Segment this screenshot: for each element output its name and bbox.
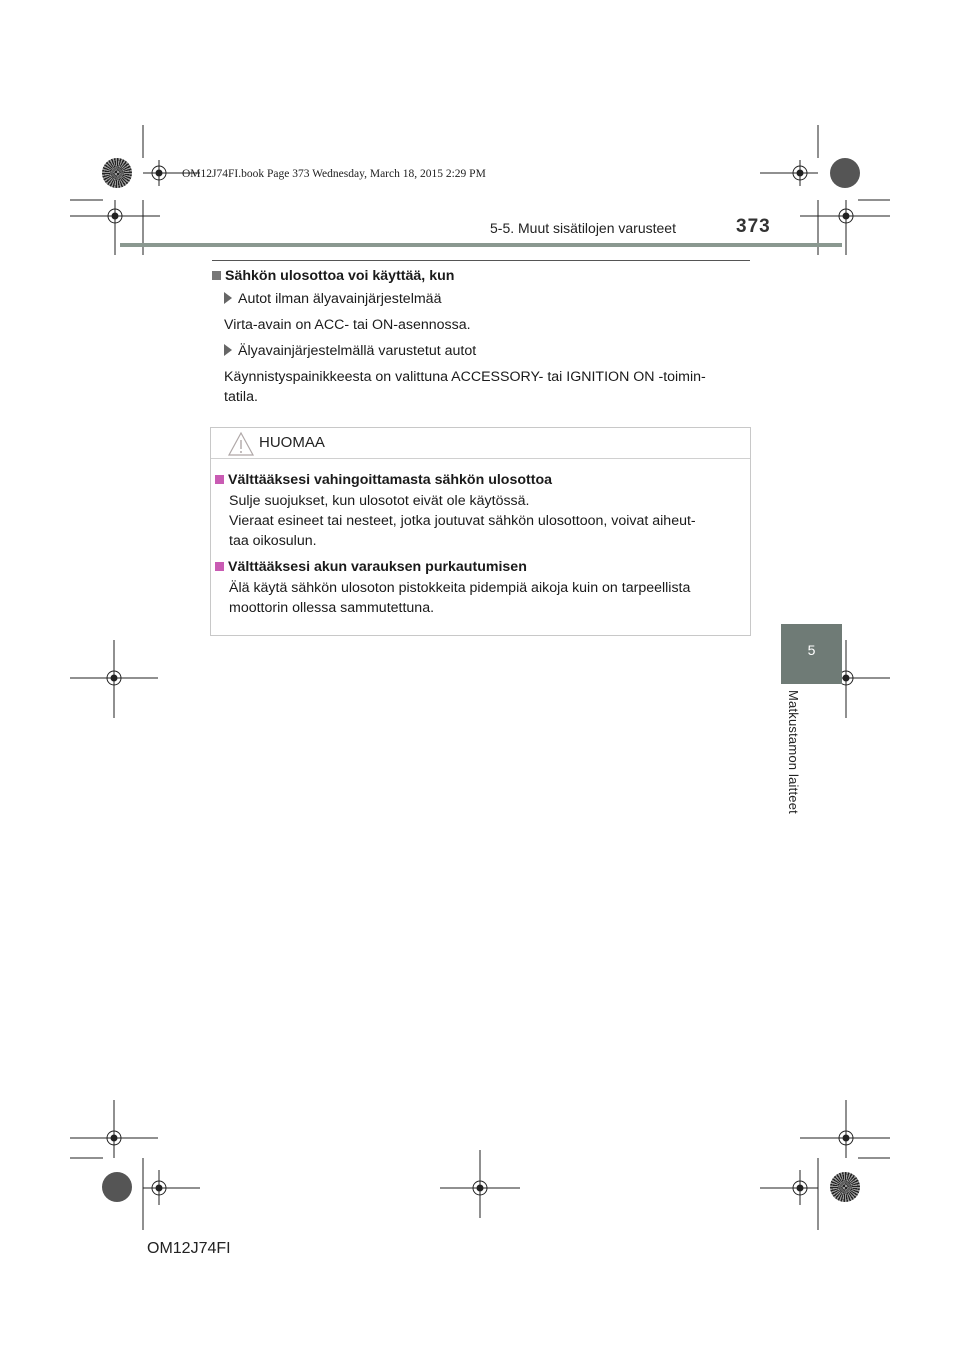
square-bullet-icon — [215, 475, 224, 484]
notice-heading: Välttääksesi vahingoittamasta sähkön ulosottoa — [215, 470, 552, 490]
warning-triangle-icon — [227, 431, 255, 457]
footer-code: OM12J74FI — [147, 1240, 231, 1257]
list-item: Autot ilman älyavainjärjestelmää — [224, 289, 441, 309]
square-bullet-icon — [215, 562, 224, 571]
triangle-bullet-icon — [224, 344, 232, 356]
page-number: 373 — [736, 216, 771, 237]
list-item: Älyavainjärjestelmällä varustetut autot — [224, 341, 476, 361]
square-bullet-icon — [212, 271, 221, 280]
section-header: 5-5. Muut sisätilojen varusteet — [490, 220, 676, 236]
chapter-title: Matkustamon laitteet — [786, 690, 801, 814]
notice-title: HUOMAA — [259, 434, 325, 451]
notice-box — [210, 427, 751, 636]
triangle-bullet-icon — [224, 292, 232, 304]
main-heading: Sähkön ulosottoa voi käyttää, kun — [212, 266, 454, 286]
notice-heading: Välttääksesi akun varauksen purkautumisen — [215, 557, 527, 577]
print-info: OM12J74FI.book Page 373 Wednesday, March 18, 2015 2:29 PM — [182, 168, 486, 180]
notice-text: moottorin ollessa sammutettuna. — [229, 600, 435, 616]
header-rule — [120, 243, 842, 247]
notice-text: Vieraat esineet tai nesteet, jotka joutuvat sähkön ulosottoon, voivat aiheut- — [229, 513, 696, 529]
item-text: Käynnistyspainikkeesta on valittuna ACCESSORY- tai IGNITION ON -toimin- — [224, 369, 706, 385]
item-text: Virta-avain on ACC- tai ON-asennossa. — [224, 317, 471, 333]
notice-header — [211, 428, 750, 459]
notice-text: Sulje suojukset, kun ulosotot eivät ole käytössä. — [229, 493, 530, 509]
chapter-number: 5 — [807, 642, 816, 658]
item-text: tatila. — [224, 389, 258, 405]
notice-text: Älä käytä sähkön ulosoton pistokkeita pidempiä aikoja kuin on tarpeellista — [229, 580, 691, 596]
notice-text: taa oikosulun. — [229, 533, 317, 549]
content-top-rule — [212, 260, 750, 261]
chapter-tab — [781, 624, 842, 684]
